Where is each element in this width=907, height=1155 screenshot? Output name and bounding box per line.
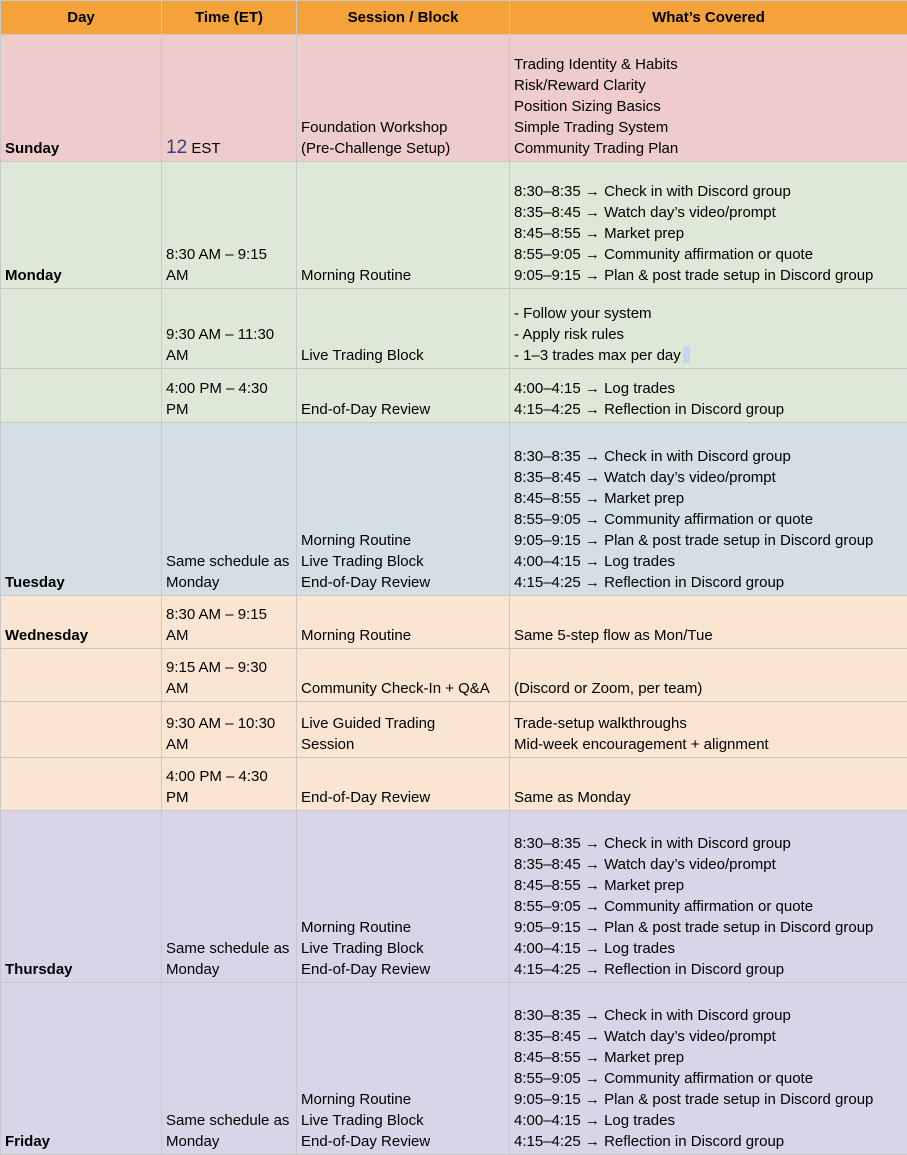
covered-line: 9:05–9:15 → Plan & post trade setup in Discord group	[514, 265, 903, 286]
session-cell[interactable]	[297, 596, 510, 649]
covered-line	[514, 345, 903, 366]
day-cell[interactable]: Wednesday	[1, 596, 162, 649]
session-cell[interactable]	[297, 35, 510, 162]
session-line: End-of-Day Review	[301, 959, 505, 980]
header-covered[interactable]: What’s Covered	[510, 1, 907, 35]
session-line: Live Trading Block	[301, 938, 505, 959]
covered-line: 4:15–4:25 → Reflection in Discord group	[514, 959, 903, 980]
covered-line: 8:55–9:05 → Community affirmation or quote	[514, 896, 903, 917]
session-line: Live Trading Block	[301, 551, 505, 572]
time-unit: EST	[191, 140, 220, 157]
session-line: End-of-Day Review	[301, 787, 505, 808]
covered-line: 8:30–8:35 → Check in with Discord group	[514, 833, 903, 854]
session-line: (Pre-Challenge Setup)	[301, 138, 505, 159]
session-line: Morning Routine	[301, 625, 505, 646]
session-cell[interactable]	[297, 369, 510, 423]
covered-line: 4:15–4:25 → Reflection in Discord group	[514, 572, 903, 593]
covered-line: 8:45–8:55 → Market prep	[514, 488, 903, 509]
covered-line: 4:00–4:15 → Log trades	[514, 938, 903, 959]
day-cell[interactable]	[1, 758, 162, 811]
covered-line: 8:45–8:55 → Market prep	[514, 1047, 903, 1068]
session-line: Live Trading Block	[301, 1110, 505, 1131]
time-cell[interactable]: Same schedule as Monday	[162, 983, 297, 1155]
session-line: Live Guided Trading	[301, 713, 505, 734]
covered-cell[interactable]	[510, 702, 907, 758]
table-row	[1, 649, 907, 702]
covered-line: 8:35–8:45 → Watch day’s video/prompt	[514, 1026, 903, 1047]
covered-line: (Discord or Zoom, per team)	[514, 678, 903, 699]
day-cell[interactable]: Thursday	[1, 811, 162, 983]
session-line: Morning Routine	[301, 917, 505, 938]
table-row	[1, 983, 907, 1155]
covered-cell[interactable]	[510, 35, 907, 162]
table-row	[1, 758, 907, 811]
session-line: Session	[301, 734, 505, 755]
covered-cell[interactable]	[510, 369, 907, 423]
time-cell[interactable]: 9:30 AM – 11:30 AM	[162, 289, 297, 369]
covered-line: 8:45–8:55 → Market prep	[514, 223, 903, 244]
session-cell[interactable]	[297, 162, 510, 289]
day-cell[interactable]: Sunday	[1, 35, 162, 162]
covered-cell[interactable]	[510, 983, 907, 1155]
session-cell[interactable]	[297, 758, 510, 811]
covered-line: 9:05–9:15 → Plan & post trade setup in Discord group	[514, 530, 903, 551]
session-line: Community Check-In + Q&A	[301, 678, 505, 699]
session-cell[interactable]	[297, 649, 510, 702]
session-line: End-of-Day Review	[301, 399, 505, 420]
time-cell[interactable]: 4:00 PM – 4:30 PM	[162, 369, 297, 423]
covered-cell[interactable]	[510, 596, 907, 649]
time-cell[interactable]	[162, 35, 297, 162]
session-line: Morning Routine	[301, 530, 505, 551]
covered-line: Community Trading Plan	[514, 138, 903, 159]
table-row	[1, 702, 907, 758]
header-session[interactable]: Session / Block	[297, 1, 510, 35]
table-row	[1, 596, 907, 649]
day-cell[interactable]	[1, 289, 162, 369]
covered-cell[interactable]	[510, 649, 907, 702]
time-cell[interactable]: Same schedule as Monday	[162, 423, 297, 596]
header-row	[1, 1, 907, 35]
day-cell[interactable]	[1, 702, 162, 758]
time-cell[interactable]: 9:15 AM – 9:30 AM	[162, 649, 297, 702]
covered-line: - Follow your system	[514, 303, 903, 324]
covered-line: 4:00–4:15 → Log trades	[514, 1110, 903, 1131]
time-cell[interactable]: 8:30 AM – 9:15 AM	[162, 162, 297, 289]
covered-line: 4:00–4:15 → Log trades	[514, 551, 903, 572]
covered-line: - Apply risk rules	[514, 324, 903, 345]
covered-line: 8:55–9:05 → Community affirmation or quote	[514, 509, 903, 530]
covered-line: 8:35–8:45 → Watch day’s video/prompt	[514, 467, 903, 488]
time-cell[interactable]: Same schedule as Monday	[162, 811, 297, 983]
covered-line: 8:35–8:45 → Watch day’s video/prompt	[514, 202, 903, 223]
session-cell[interactable]	[297, 289, 510, 369]
covered-cell[interactable]	[510, 162, 907, 289]
header-day[interactable]: Day	[1, 1, 162, 35]
covered-line: Trading Identity & Habits	[514, 54, 903, 75]
header-time[interactable]: Time (ET)	[162, 1, 297, 35]
covered-line: 8:30–8:35 → Check in with Discord group	[514, 446, 903, 467]
covered-line: 4:15–4:25 → Reflection in Discord group	[514, 1131, 903, 1152]
session-line: Morning Routine	[301, 1089, 505, 1110]
day-cell[interactable]	[1, 369, 162, 423]
session-line: End-of-Day Review	[301, 1131, 505, 1152]
covered-line: 8:30–8:35 → Check in with Discord group	[514, 1005, 903, 1026]
covered-line: 8:55–9:05 → Community affirmation or quote	[514, 244, 903, 265]
covered-line: Same 5-step flow as Mon/Tue	[514, 625, 903, 646]
covered-cell[interactable]	[510, 811, 907, 983]
covered-line: Mid-week encouragement + alignment	[514, 734, 903, 755]
covered-line: 8:55–9:05 → Community affirmation or quote	[514, 1068, 903, 1089]
time-cell[interactable]: 8:30 AM – 9:15 AM	[162, 596, 297, 649]
table-row	[1, 289, 907, 369]
session-cell[interactable]	[297, 983, 510, 1155]
covered-cell[interactable]	[510, 758, 907, 811]
covered-line: 9:05–9:15 → Plan & post trade setup in Discord group	[514, 917, 903, 938]
day-cell[interactable]	[1, 649, 162, 702]
time-number: 12	[166, 137, 187, 158]
covered-line: Simple Trading System	[514, 117, 903, 138]
table-row	[1, 423, 907, 596]
table-row	[1, 811, 907, 983]
day-cell[interactable]: Monday	[1, 162, 162, 289]
session-cell[interactable]	[297, 702, 510, 758]
covered-line: 8:35–8:45 → Watch day’s video/prompt	[514, 854, 903, 875]
session-line: End-of-Day Review	[301, 572, 505, 593]
covered-line: Trade-setup walkthroughs	[514, 713, 903, 734]
covered-cell[interactable]	[510, 289, 907, 369]
text-cursor	[683, 346, 690, 363]
day-cell[interactable]: Tuesday	[1, 423, 162, 596]
session-line: Morning Routine	[301, 265, 505, 286]
session-cell[interactable]	[297, 423, 510, 596]
day-cell[interactable]: Friday	[1, 983, 162, 1155]
table-row	[1, 369, 907, 423]
covered-line: 9:05–9:15 → Plan & post trade setup in Discord group	[514, 1089, 903, 1110]
covered-line: Risk/Reward Clarity	[514, 75, 903, 96]
covered-line: 8:30–8:35 → Check in with Discord group	[514, 181, 903, 202]
session-cell[interactable]	[297, 811, 510, 983]
covered-cell[interactable]	[510, 423, 907, 596]
time-cell[interactable]: 9:30 AM – 10:30 AM	[162, 702, 297, 758]
covered-line: 4:15–4:25 → Reflection in Discord group	[514, 399, 903, 420]
table-row	[1, 162, 907, 289]
covered-line: Position Sizing Basics	[514, 96, 903, 117]
session-line: Live Trading Block	[301, 345, 505, 366]
time-cell[interactable]: 4:00 PM – 4:30 PM	[162, 758, 297, 811]
covered-line: 8:45–8:55 → Market prep	[514, 875, 903, 896]
session-line: Foundation Workshop	[301, 117, 505, 138]
covered-line: 4:00–4:15 → Log trades	[514, 378, 903, 399]
table-row	[1, 35, 907, 162]
covered-line: Same as Monday	[514, 787, 903, 808]
covered-line-text: - 1–3 trades max per day	[514, 347, 681, 364]
